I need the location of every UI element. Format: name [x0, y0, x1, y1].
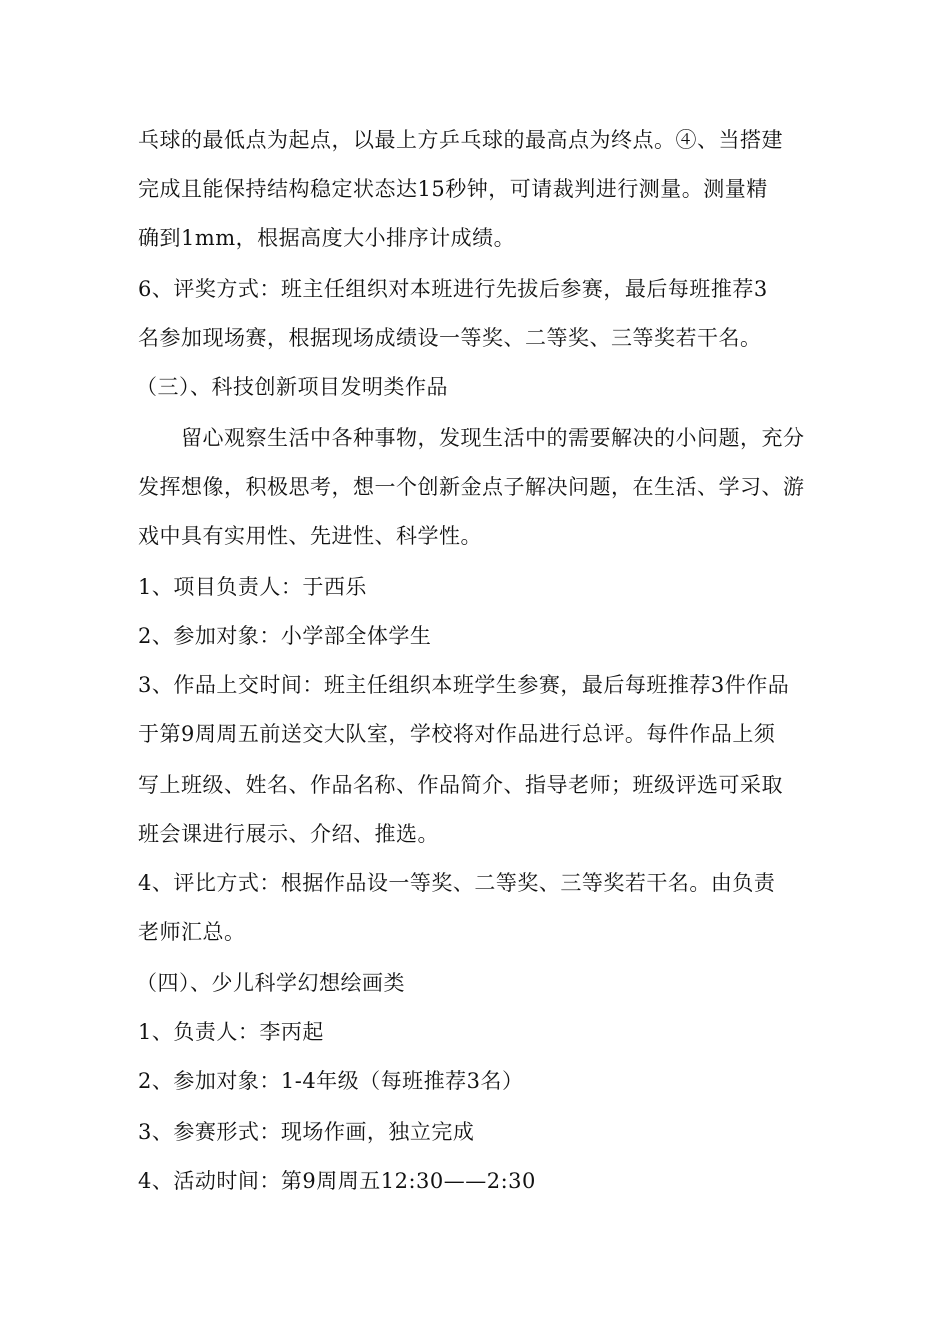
list-item: 2、参加对象：小学部全体学生 — [138, 624, 432, 648]
text-line: 确到1mm，根据高度大小排序计成绩。 — [138, 226, 516, 250]
list-item: 2、参加对象：1-4年级（每班推荐3名） — [138, 1069, 524, 1093]
text-line: 发挥想像，积极思考，想一个创新金点子解决问题，在生活、学习、游 — [138, 475, 805, 499]
text-line: 名参加现场赛，根据现场成绩设一等奖、二等奖、三等奖若干名。 — [138, 326, 762, 350]
text-line: 于第9周周五前送交大队室，学校将对作品进行总评。每件作品上须 — [138, 722, 776, 746]
text-line: 完成且能保持结构稳定状态达15秒钟，可请裁判进行测量。测量精 — [138, 177, 768, 201]
text-line: 6、评奖方式：班主任组织对本班进行先拔后参赛，最后每班推荐3 — [138, 277, 768, 301]
text-line: 老师汇总。 — [138, 920, 246, 944]
list-item: 1、项目负责人：于西乐 — [138, 575, 367, 599]
text-line: 戏中具有实用性、先进性、科学性。 — [138, 524, 482, 548]
section-heading: （四）、少儿科学幻想绘画类 — [136, 971, 405, 995]
text-line: 班会课进行展示、介绍、推选。 — [138, 822, 439, 846]
text-line: 乓球的最低点为起点，以最上方乒乓球的最高点为终点。④、当搭建 — [138, 128, 783, 152]
list-item: 3、作品上交时间：班主任组织本班学生参赛，最后每班推荐3件作品 — [138, 673, 790, 697]
list-item: 4、活动时间：第9周周五12:30——2:30 — [138, 1169, 536, 1193]
list-item: 1、负责人：李丙起 — [138, 1020, 324, 1044]
section-heading: （三）、科技创新项目发明类作品 — [136, 375, 448, 399]
list-item: 4、评比方式：根据作品设一等奖、二等奖、三等奖若干名。由负责 — [138, 871, 776, 895]
list-item: 3、参赛形式：现场作画，独立完成 — [138, 1120, 475, 1144]
text-line: 写上班级、姓名、作品名称、作品简介、指导老师；班级评选可采取 — [138, 773, 783, 797]
text-line: 留心观察生活中各种事物，发现生活中的需要解决的小问题，充分 — [181, 426, 805, 450]
